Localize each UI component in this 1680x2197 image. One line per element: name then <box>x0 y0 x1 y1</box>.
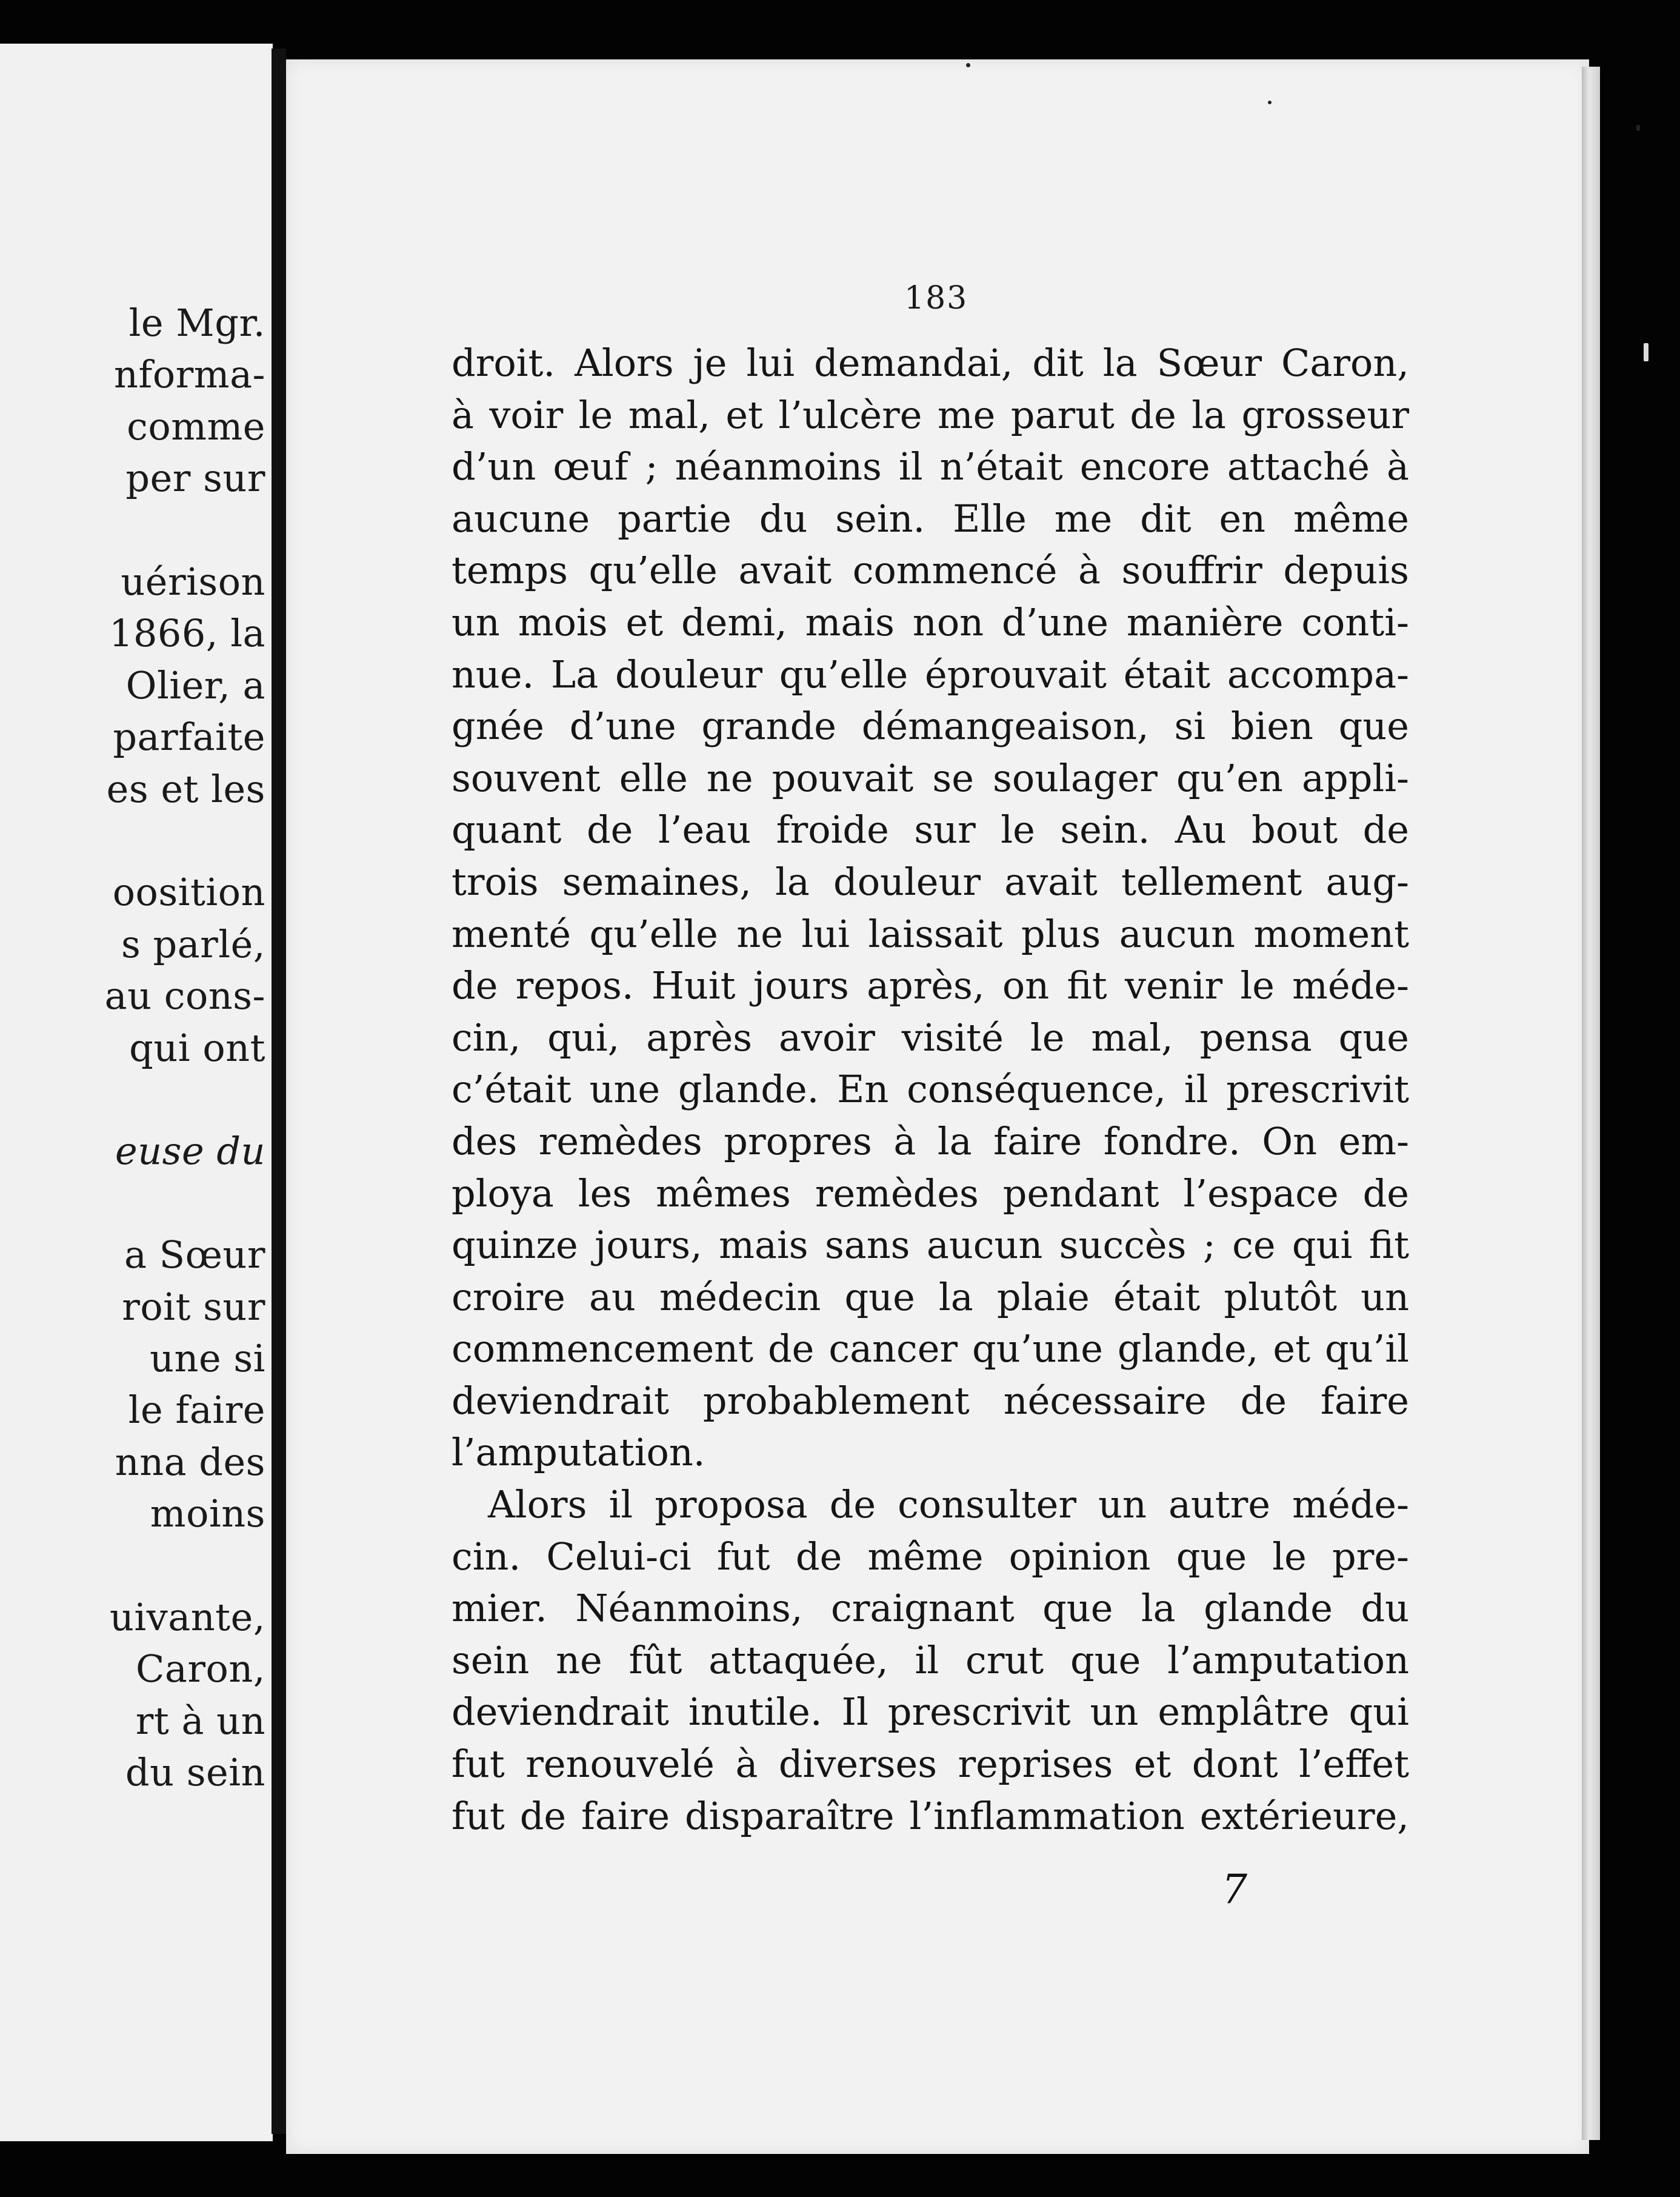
text-line: trois semaines, la douleur avait tellement aug- <box>452 859 1409 904</box>
text-line: quinze jours, mais sans aucun succès ; ce qui fit <box>452 1223 1409 1268</box>
left-page-line: uérison <box>121 560 265 604</box>
text-line: c’était une glande. En conséquence, il prescrivit <box>452 1067 1409 1112</box>
text-line: mier. Néanmoins, craignant que la glande du <box>452 1586 1409 1631</box>
left-page-line: euse du <box>115 1129 265 1174</box>
left-page-line: per sur <box>125 456 265 501</box>
left-page-line: Olier, a <box>125 663 265 707</box>
text-line: ploya les mêmes remèdes pendant l’espace de <box>452 1171 1409 1216</box>
text-line: temps qu’elle avait commencé à souffrir depuis <box>452 548 1409 593</box>
scan-speck <box>1636 125 1640 131</box>
left-page <box>0 44 273 2141</box>
left-page-line: uivante, <box>110 1595 265 1639</box>
left-page-line: Caron, <box>135 1647 265 1691</box>
text-line: d’un œuf ; néanmoins il n’était encore attaché à <box>452 444 1409 489</box>
left-page-line: s parlé, <box>121 921 265 966</box>
text-line: aucune partie du sein. Elle me dit en même <box>452 496 1409 541</box>
scan-speck <box>1644 343 1648 361</box>
text-line: des remèdes propres à la faire fondre. On em- <box>452 1119 1409 1163</box>
text-line: deviendrait probablement nécessaire de faire <box>452 1378 1409 1423</box>
left-page-line: a Sœur <box>124 1232 265 1277</box>
left-page-line: au cons- <box>104 974 265 1018</box>
text-line: à voir le mal, et l’ulcère me parut de la grosseur <box>452 392 1409 437</box>
text-line: sein ne fût attaquée, il crut que l’amputation <box>452 1637 1409 1682</box>
text-line: droit. Alors je lui demandai, dit la Sœur Caron, <box>452 341 1409 385</box>
text-line: deviendrait inutile. Il prescrivit un emplâtre qui <box>452 1690 1409 1734</box>
text-line: l’amputation. <box>452 1430 705 1475</box>
text-line: gnée d’une grande démangeaison, si bien que <box>452 704 1409 749</box>
left-page-line: es et les <box>106 766 265 811</box>
page-number: 183 <box>904 280 968 316</box>
page-body-text <box>452 337 1409 1842</box>
text-line: souvent elle ne pouvait se soulager qu’en appli- <box>452 755 1409 800</box>
text-line: fut de faire disparaître l’inflammation extérieure, <box>452 1793 1409 1838</box>
text-line: Alors il proposa de consulter un autre méde- <box>488 1482 1409 1527</box>
text-line: nue. La douleur qu’elle éprouvait était accompa- <box>452 652 1409 697</box>
text-line: un mois et demi, mais non d’une manière conti- <box>452 600 1409 644</box>
book-gutter <box>272 48 286 2134</box>
left-page-line: roit sur <box>122 1284 265 1329</box>
scan-speck <box>1268 101 1272 104</box>
text-line: fut renouvelé à diverses reprises et dont l’effet <box>452 1742 1409 1787</box>
left-page-line: le Mgr. <box>128 301 265 345</box>
left-page-line: le faire <box>128 1388 265 1433</box>
left-page-line: 1866, la <box>109 611 265 656</box>
left-page-line: une si <box>150 1336 265 1380</box>
left-page-line: moins <box>150 1491 265 1536</box>
text-line: cin, qui, après avoir visité le mal, pensa que <box>452 1015 1409 1060</box>
left-page-line: qui ont <box>129 1025 265 1070</box>
text-line: commencement de cancer qu’une glande, et qu’il <box>452 1326 1409 1371</box>
scan-speck <box>966 63 970 67</box>
left-page-line: nforma- <box>113 352 265 397</box>
left-page-line: comme <box>127 404 265 449</box>
page-edge <box>1582 67 1600 2140</box>
left-page-line: nna des <box>115 1439 265 1484</box>
left-page-line: oosition <box>112 870 265 915</box>
text-line: quant de l’eau froide sur le sein. Au bout de <box>452 808 1409 852</box>
left-page-line: parfaite <box>113 715 265 760</box>
left-page-line: rt à un <box>135 1698 265 1743</box>
left-page-line: du sein <box>125 1750 265 1795</box>
text-line: croire au médecin que la plaie était plutôt un <box>452 1274 1409 1319</box>
text-line: de repos. Huit jours après, on fit venir le méde- <box>452 963 1409 1008</box>
signature-mark: 7 <box>1222 1866 1247 1913</box>
text-line: menté qu’elle ne lui laissait plus aucun moment <box>452 911 1409 956</box>
text-line: cin. Celui-ci fut de même opinion que le pre- <box>452 1534 1409 1579</box>
